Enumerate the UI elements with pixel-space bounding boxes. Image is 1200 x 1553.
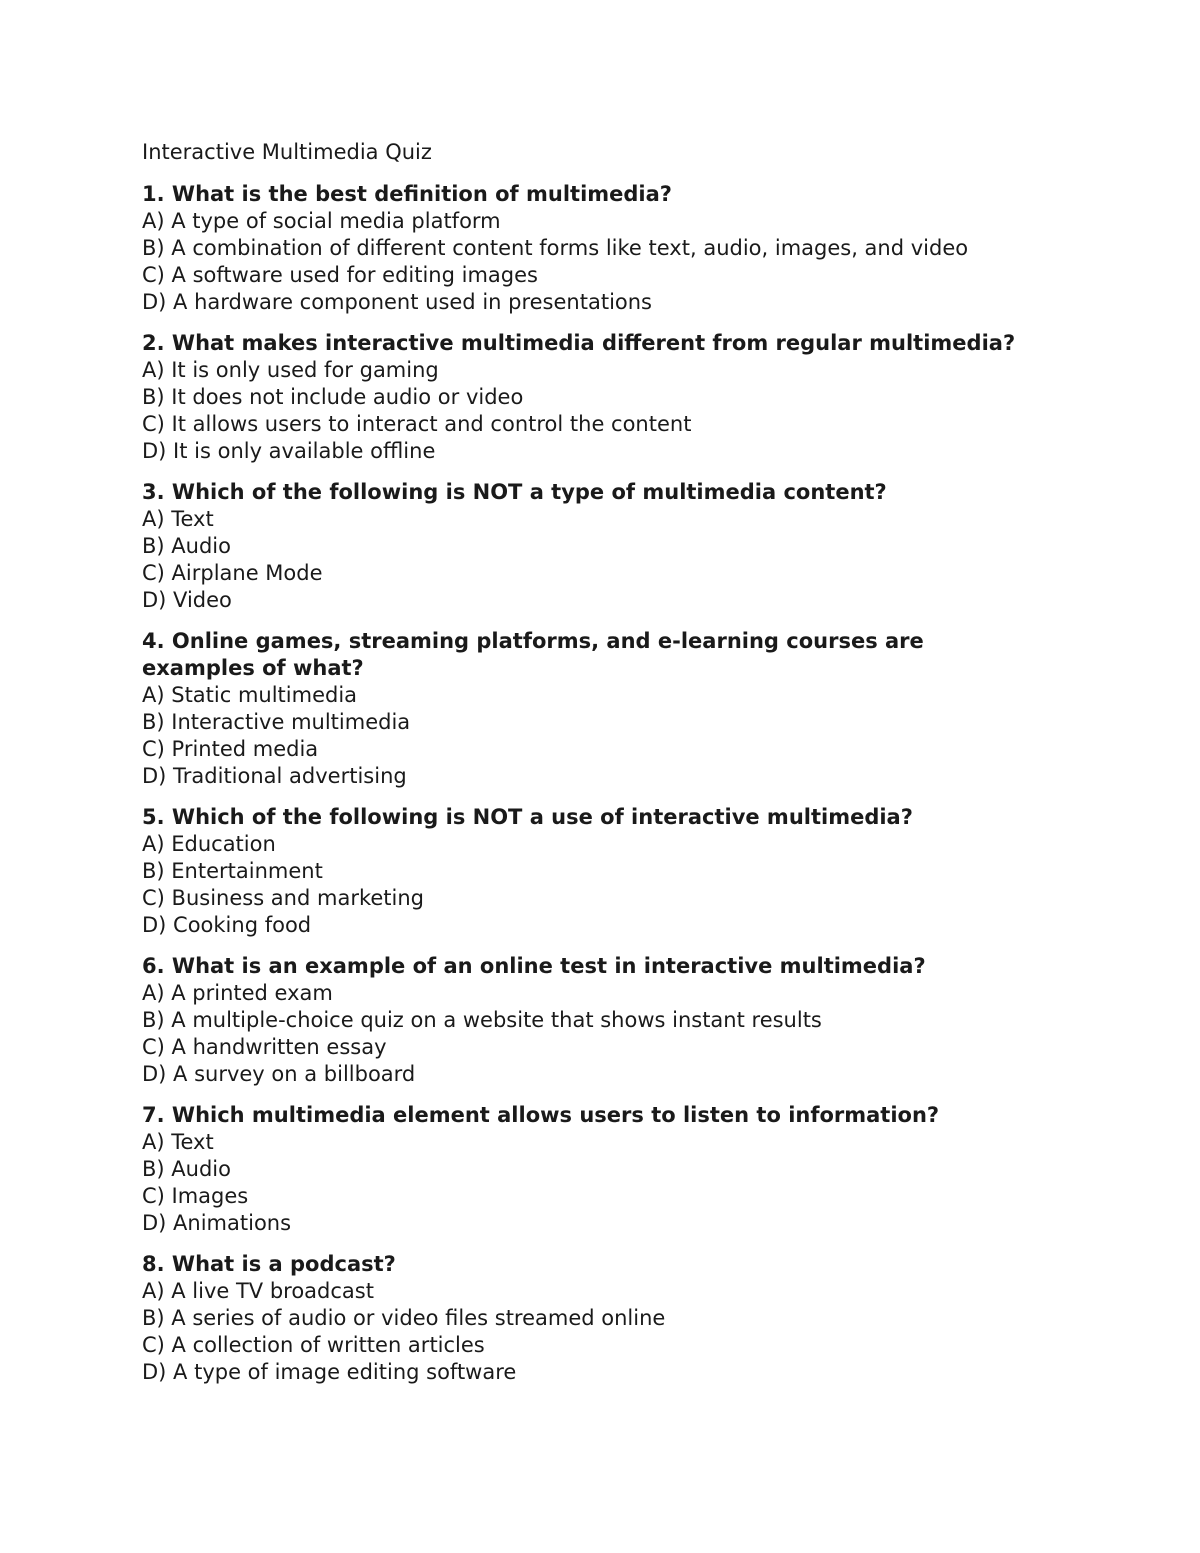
answer-option: C) A software used for editing images xyxy=(142,263,538,287)
question-5 xyxy=(142,804,1082,939)
answer-option: B) A combination of different content forms like text, audio, images, and video xyxy=(142,236,969,260)
answer-option: A) Text xyxy=(142,507,214,531)
answer-option: B) A multiple-choice quiz on a website that shows instant results xyxy=(142,1008,822,1032)
question-1 xyxy=(142,181,1082,316)
question-text: 5. Which of the following is NOT a use of interactive multimedia? xyxy=(142,805,913,829)
answer-option: A) Education xyxy=(142,832,276,856)
answer-option: D) Video xyxy=(142,588,232,612)
question-3 xyxy=(142,479,1082,614)
answer-option: A) A type of social media platform xyxy=(142,209,501,233)
question-text: 7. Which multimedia element allows users to listen to information? xyxy=(142,1103,940,1127)
answer-option: B) Audio xyxy=(142,534,231,558)
answer-option: D) A type of image editing software xyxy=(142,1360,517,1384)
answer-option: A) A live TV broadcast xyxy=(142,1279,374,1303)
answer-option: A) Text xyxy=(142,1130,214,1154)
question-text: 8. What is a podcast? xyxy=(142,1252,396,1276)
answer-option: D) A survey on a billboard xyxy=(142,1062,416,1086)
question-8 xyxy=(142,1251,1082,1386)
question-text: 6. What is an example of an online test in interactive multimedia? xyxy=(142,954,926,978)
answer-option: A) It is only used for gaming xyxy=(142,358,439,382)
answer-option: B) Audio xyxy=(142,1157,231,1181)
question-text: 2. What makes interactive multimedia different from regular multimedia? xyxy=(142,331,1016,355)
answer-option: D) It is only available offline xyxy=(142,439,436,463)
quiz-document xyxy=(142,139,1082,1400)
question-7 xyxy=(142,1102,1082,1237)
answer-option: C) Airplane Mode xyxy=(142,561,323,585)
document-title: Interactive Multimedia Quiz xyxy=(142,140,432,164)
answer-option: C) A handwritten essay xyxy=(142,1035,387,1059)
answer-option: A) A printed exam xyxy=(142,981,333,1005)
answer-option: D) Traditional advertising xyxy=(142,764,407,788)
question-text: 1. What is the best definition of multimedia? xyxy=(142,182,672,206)
question-2 xyxy=(142,330,1082,465)
answer-option: C) A collection of written articles xyxy=(142,1333,485,1357)
answer-option: A) Static multimedia xyxy=(142,683,358,707)
answer-option: B) It does not include audio or video xyxy=(142,385,524,409)
answer-option: C) It allows users to interact and control the content xyxy=(142,412,692,436)
answer-option: D) Cooking food xyxy=(142,913,312,937)
answer-option: B) A series of audio or video files streamed online xyxy=(142,1306,666,1330)
answer-option: B) Entertainment xyxy=(142,859,323,883)
answer-option: B) Interactive multimedia xyxy=(142,710,411,734)
answer-option: D) A hardware component used in presentations xyxy=(142,290,652,314)
answer-option: C) Images xyxy=(142,1184,249,1208)
question-4 xyxy=(142,628,1082,790)
question-text: 3. Which of the following is NOT a type of multimedia content? xyxy=(142,480,887,504)
answer-option: C) Business and marketing xyxy=(142,886,424,910)
question-6 xyxy=(142,953,1082,1088)
question-text: 4. Online games, streaming platforms, and e-learning courses are examples of what? xyxy=(142,629,924,680)
answer-option: D) Animations xyxy=(142,1211,292,1235)
answer-option: C) Printed media xyxy=(142,737,319,761)
